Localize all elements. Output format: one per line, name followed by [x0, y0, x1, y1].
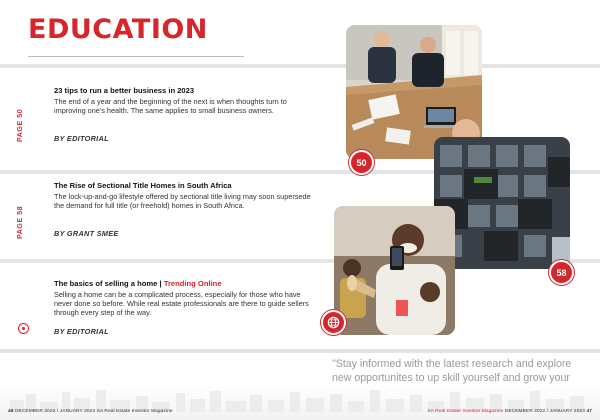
page-label: PAGE 58	[17, 205, 24, 239]
magazine-name-left: SA Real Estate Investor Magazine	[96, 409, 173, 414]
section-title: EDUCATION	[28, 14, 208, 45]
article-title[interactable]: The basics of selling a home | Trending Online	[54, 279, 222, 288]
seller-photo[interactable]	[334, 206, 455, 335]
page-label: PAGE 50	[17, 108, 24, 142]
page-badge[interactable]: 58	[549, 260, 574, 285]
article-title[interactable]: The Rise of Sectional Title Homes in South Africa	[54, 181, 232, 190]
article-title-text: The basics of selling a home	[54, 279, 158, 288]
seller-illustration	[334, 206, 455, 335]
article-card[interactable]	[54, 279, 316, 318]
article-summary: The lock-up-and-go lifestyle offered by sectional title living may soon supersede the demand for full title (or freehold) homes in South Africa.	[54, 191, 311, 210]
divider-band	[0, 349, 600, 353]
footer-right	[427, 409, 592, 414]
title-divider	[28, 56, 244, 57]
article-summary: Selling a home can be a complicated process, especially for those who have never done so before. While real estate professionals are there to guide sellers through every step of the way.	[54, 289, 309, 318]
globe-glyph	[327, 316, 340, 329]
page-number-right: 47	[586, 409, 592, 414]
page-number-left: 46	[8, 409, 14, 414]
trending-tag[interactable]: Trending Online	[163, 279, 222, 288]
page-badge[interactable]: 50	[349, 150, 374, 175]
magazine-name-right: SA Real Estate Investor Magazine	[427, 409, 504, 414]
divider-band	[0, 64, 600, 68]
globe-icon[interactable]	[321, 310, 346, 335]
footer-left	[8, 409, 173, 414]
article-byline: BY EDITORIAL	[54, 327, 109, 336]
article-summary: The end of a year and the beginning of the next is when thoughts turn to improving one's health. The same applies to small business owners.	[54, 96, 287, 115]
target-icon	[18, 323, 29, 334]
issue-date-right: DECEMBER 2022 / JANUARY 2023	[504, 409, 586, 414]
issue-date-left: DECEMBER 2022 / JANUARY 2023	[14, 409, 96, 414]
article-card[interactable]	[54, 181, 316, 210]
pull-quote: "Stay informed with the latest research and explore new opportunites to up skill yourself and grow your	[332, 358, 572, 384]
article-title[interactable]: 23 tips to run a better business in 2023	[54, 86, 195, 95]
article-byline: BY EDITORIAL	[54, 134, 109, 143]
article-byline: BY GRANT SMEE	[54, 229, 119, 238]
article-card[interactable]	[54, 86, 316, 115]
